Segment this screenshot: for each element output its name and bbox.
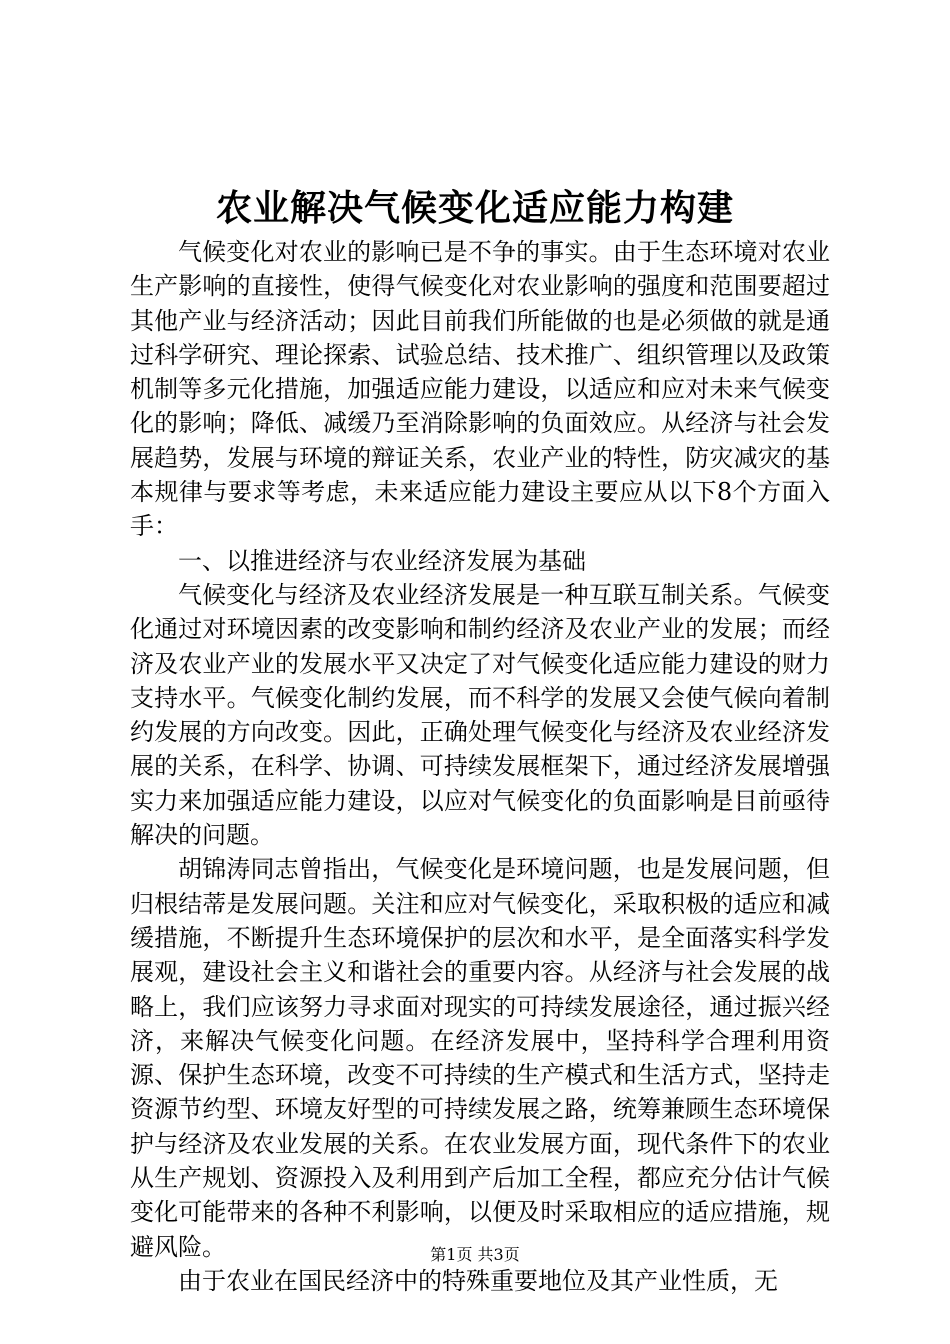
paragraph: 胡锦涛同志曾指出，气候变化是环境问题，也是发展问题，但归根结蒂是发展问题。关注和应对气候变化，采取积极的适应和减缓措施，不断提升生态环境保护的层次和水平，是全面落实科学发展观，建设社会主义和谐社会的重要内容。从经济与社会发展的战略上，我们应该努力寻求面对现实的可持续发展途径，通过振兴经济，来解决气候变化问题。在经济发展中，坚持科学合理利用资源、保护生态环境，改变不可持续的生产模式和生活方式，坚持走资源节约型、环境友好型的可持续发展之路，统筹兼顾生态环境保护与经济及农业发展的关系。在农业发展方面，现代条件下的农业从生产规划、资源投入及利用到产后加工全程，都应充分估计气候变化可能带来的各种不利影响，以便及时采取相应的适应措施，规避风险。 (130, 855, 830, 1261)
page-footer: 第1页 共3页 (430, 1245, 520, 1264)
document-body (130, 235, 830, 1298)
paragraph: 由于农业在国民经济中的特殊重要地位及其产业性质，无 (178, 1266, 778, 1295)
paragraph: 气候变化对农业的影响已是不争的事实。由于生态环境对农业生产影响的直接性，使得气候变化对农业影响的强度和范围要超过其他产业与经济活动；因此目前我们所能做的也是必须做的就是通过科学研究、理论探索、试验总结、技术推广、组织管理以及政策机制等多元化措施，加强适应能力建设，以适应和应对未来气候变化的影响；降低、减缓乃至消除影响的负面效应。从经济与社会发展趋势，发展与环境的辩证关系，农业产业的特性，防灾减灾的基本规律与要求等考虑，未来适应能力建设主要应从以下8个方面入手： (130, 238, 830, 541)
paragraph: 气候变化与经济及农业经济发展是一种互联互制关系。气候变化通过对环境因素的改变影响和制约经济及农业产业的发展；而经济及农业产业的发展水平又决定了对气候变化适应能力建设的财力支持水平。气候变化制约发展，而不科学的发展又会使气候向着制约发展的方向改变。因此，正确处理气候变化与经济及农业经济发展的关系，在科学、协调、可持续发展框架下，通过经济发展增强实力来加强适应能力建设，以应对气候变化的负面影响是目前亟待解决的问题。 (130, 580, 830, 850)
section-heading: 一、以推进经济与农业经济发展为基础 (178, 546, 586, 575)
document-title: 农业解决气候变化适应能力构建 (215, 187, 734, 229)
